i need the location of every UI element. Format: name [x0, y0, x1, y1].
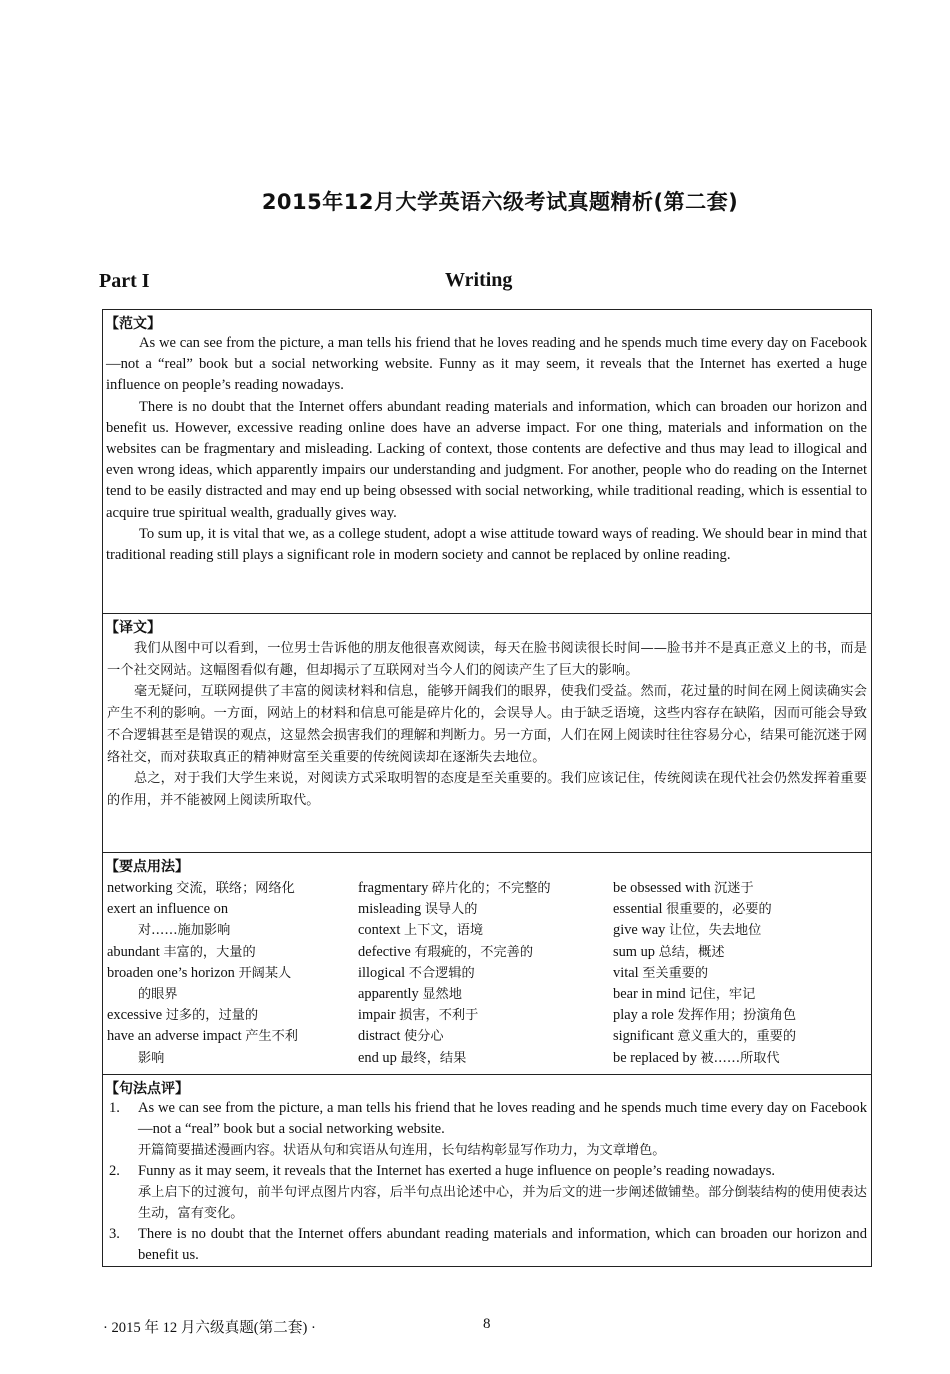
- vocab-entry: [613, 878, 868, 899]
- vocab-column-1: [107, 878, 357, 1069]
- vocab-term: apparently: [358, 986, 423, 1003]
- vocab-entry: [613, 984, 868, 1005]
- note-comment: 承上启下的过渡句，前半句评点图片内容，后半句点出论述中心，并为后文的进一步阐述做铺垫。部分倒装结构的使用使表达生动，富有变化。: [138, 1185, 867, 1221]
- vocab-meaning: 产生不利: [245, 1029, 298, 1045]
- vocab-heading: 【要点用法】: [105, 859, 189, 875]
- page-number: 8: [483, 1316, 491, 1332]
- essay-paragraph: There is no doubt that the Internet offers abundant reading materials and information, which can broaden our horizon and benefit us. However, excessive reading online does have an adverse impact. For one thing, materials and information on the websites can be fragmentary and misleading. Lacking of context, those contents are defective and thus may lead to illogical and even wrong ideas, which apparently impairs our understanding and judgment. For another, people who do reading on the Internet tend to be easily distracted and may end up being obsessed with social networking, while traditional reading, which is essential to acquire true spiritual wealth, gradually gives way.: [106, 398, 867, 521]
- vocab-meaning: 发挥作用；扮演角色: [677, 1008, 797, 1024]
- vocab-meaning: 过多的，过量的: [165, 1008, 259, 1024]
- vocab-entry: [613, 963, 868, 984]
- vocab-term: play a role: [613, 1007, 678, 1024]
- document-title: 2015年12月大学英语六级考试真题精析(第二套): [261, 190, 739, 214]
- vocab-entry: [613, 1026, 868, 1047]
- vocab-column-3: [613, 878, 868, 1069]
- vocab-term: distract: [358, 1028, 404, 1045]
- vocab-meaning: 最终，结果: [400, 1050, 467, 1066]
- part-label: Part I: [99, 270, 150, 292]
- vocab-meaning: 使分心: [403, 1029, 444, 1045]
- vocab-meaning: 损害，不利于: [399, 1008, 479, 1024]
- syntax-heading: 【句法点评】: [105, 1081, 189, 1097]
- vocab-term: sum up: [613, 943, 659, 960]
- vocab-entry: [613, 920, 868, 941]
- vocab-table: [103, 876, 871, 1066]
- vocab-term: abundant: [107, 943, 164, 960]
- footer-label: · 2015 年 12 月六级真题(第二套) ·: [103, 1320, 316, 1336]
- vocab-term: misleading: [358, 901, 425, 918]
- vocab-entry: [613, 1048, 868, 1069]
- vocab-term: have an adverse impact: [107, 1028, 246, 1045]
- vocab-term: be replaced by: [613, 1049, 701, 1066]
- vocab-term: context: [358, 922, 404, 939]
- vocab-meaning: 让位，失去地位: [668, 923, 762, 939]
- vocab-entry: [613, 1005, 868, 1026]
- vocab-entry: [358, 984, 608, 1005]
- vocab-term: end up: [358, 1049, 401, 1066]
- vocab-entry: [613, 899, 868, 920]
- vocab-entry: [107, 1048, 357, 1069]
- vocab-term: significant: [613, 1028, 678, 1045]
- vocab-meaning: 被……所取代: [700, 1050, 780, 1066]
- note-sentence: There is no doubt that the Internet offers abundant reading materials and information, which can broaden our horizon and benefit us.: [138, 1226, 867, 1263]
- vocab-term: vital: [613, 964, 643, 981]
- content-box: [102, 309, 872, 1267]
- vocab-meaning: 误导人的: [424, 902, 478, 918]
- note-comment: 开篇简要描述漫画内容。状语从句和宾语从句连用，长句结构彰显写作功力，为文章增色。: [138, 1143, 666, 1158]
- vocab-entry: [358, 920, 608, 941]
- note-number: 2.: [109, 1163, 120, 1179]
- vocab-entry: [358, 878, 608, 899]
- vocab-meaning: 交流，联络；网络化: [176, 881, 295, 896]
- vocab-entry: [358, 1005, 608, 1026]
- translation-paragraph: 总之，对于我们大学生来说，对阅读方式采取明智的态度是至关重要的。我们应该记住，传统阅读在现代社会仍然发挥着重要的作用，并不能被网上阅读所取代。: [107, 771, 867, 808]
- vocab-entry: [613, 942, 868, 963]
- vocab-meaning: 至关重要的: [642, 965, 709, 981]
- vocab-meaning: 显然地: [422, 987, 462, 1003]
- translation-paragraph: 毫无疑问，互联网提供了丰富的阅读材料和信息，能够开阔我们的眼界，使我们受益。然而，花过量的时间在网上阅读确实会产生不利的影响。一方面，网站上的材料和信息可能是碎片化的，会误导人。由于缺乏语境，这些内容存在缺陷，因而可能会导致不合逻辑甚至是错误的观点，这显然会损害我们的理解和判断力。另一方面，人们在网上阅读时往往容易分心，结果可能沉迷于网络社交，而对获取真正的精神财富至关重要的传统阅读却在逐渐失去地位。: [107, 684, 867, 765]
- note-number: 3.: [109, 1226, 120, 1242]
- vocab-meaning: 上下文，语境: [403, 923, 484, 939]
- note-sentence: As we can see from the picture, a man tells his friend that he loves reading and he spends much time every day on Facebook—not a “real” book but a social networking website.: [138, 1100, 867, 1137]
- vocab-term: illogical: [358, 964, 409, 981]
- vocab-term: be obsessed with: [613, 880, 715, 896]
- vocab-entry: [107, 899, 357, 920]
- sample-essay-body: [103, 333, 871, 566]
- vocab-meaning: 对……施加影响: [138, 923, 231, 939]
- syntax-note: [109, 1224, 867, 1266]
- sample-essay-section: [103, 310, 871, 566]
- vocab-meaning: 不合逻辑的: [408, 965, 475, 981]
- essay-paragraph: As we can see from the picture, a man tells his friend that he loves reading and he spends much time every day on Facebook—not a “real” book but a social networking website. Funny as it may seem, it reveals that the Internet has exerted a huge influence on people’s reading nowadays.: [106, 335, 867, 394]
- vocab-entry: [358, 899, 608, 920]
- part-title: Writing: [445, 269, 513, 291]
- vocab-term: broaden one’s horizon: [107, 964, 239, 981]
- vocab-entry: [358, 942, 608, 963]
- vocab-term: defective: [358, 943, 415, 960]
- vocab-entry: [107, 1026, 357, 1047]
- vocab-entry: [107, 920, 357, 941]
- vocab-meaning: 开阔某人: [238, 965, 292, 981]
- essay-paragraph: To sum up, it is vital that we, as a college student, adopt a wise attitude toward ways of reading. We should bear in mind that traditional reading still plays a significant role in modern society and cannot be replaced by online reading.: [106, 525, 867, 564]
- translation-paragraph: 我们从图中可以看到，一位男士告诉他的朋友他很喜欢阅读，每天在脸书阅读很长时间——脸书并不是真正意义上的书，而是一个社交网站。这幅图看似有趣，但却揭示了互联网对当今人们的阅读产生了巨大的影响。: [107, 641, 867, 678]
- vocab-meaning: 影响: [138, 1050, 165, 1066]
- syntax-note: [109, 1161, 867, 1224]
- vocab-meaning: 碎片化的；不完整的: [431, 881, 551, 896]
- vocab-term: exert an influence on: [107, 901, 229, 918]
- vocab-meaning: 有瑕疵的，不完善的: [414, 944, 534, 960]
- note-sentence: Funny as it may seem, it reveals that the Internet has exerted a huge influence on people’s reading nowadays.: [138, 1163, 776, 1179]
- vocab-term: essential: [613, 901, 667, 918]
- vocab-meaning: 沉迷于: [714, 881, 754, 896]
- vocab-entry: [107, 984, 357, 1005]
- vocab-entry: [107, 942, 357, 963]
- vocab-column-2: [358, 878, 608, 1069]
- vocab-meaning: 很重要的，必要的: [666, 902, 772, 918]
- vocab-meaning: 的眼界: [138, 987, 178, 1003]
- vocab-entry: [358, 1026, 608, 1047]
- syntax-section: [103, 1074, 871, 1266]
- vocab-term: excessive: [107, 1007, 166, 1024]
- vocab-term: impair: [358, 1007, 400, 1024]
- vocab-section: [103, 852, 871, 1066]
- vocab-term: networking: [107, 880, 177, 896]
- translation-heading: 【译文】: [105, 620, 161, 636]
- syntax-note: [109, 1098, 867, 1161]
- vocab-term: give way: [613, 922, 669, 939]
- vocab-entry: [107, 1005, 357, 1026]
- vocab-meaning: 记住，牢记: [689, 987, 756, 1003]
- vocab-term: fragmentary: [358, 880, 432, 896]
- vocab-entry: [107, 878, 357, 899]
- vocab-meaning: 总结，概述: [658, 944, 725, 960]
- syntax-notes: [103, 1098, 871, 1266]
- translation-body: [103, 637, 871, 812]
- vocab-entry: [358, 963, 608, 984]
- vocab-entry: [107, 963, 357, 984]
- vocab-entry: [358, 1048, 608, 1069]
- sample-essay-heading: 【范文】: [105, 316, 161, 332]
- vocab-meaning: 丰富的，大量的: [163, 944, 256, 960]
- vocab-term: bear in mind: [613, 986, 690, 1003]
- translation-section: [103, 613, 871, 812]
- note-number: 1.: [109, 1100, 120, 1116]
- vocab-meaning: 意义重大的，重要的: [677, 1029, 797, 1045]
